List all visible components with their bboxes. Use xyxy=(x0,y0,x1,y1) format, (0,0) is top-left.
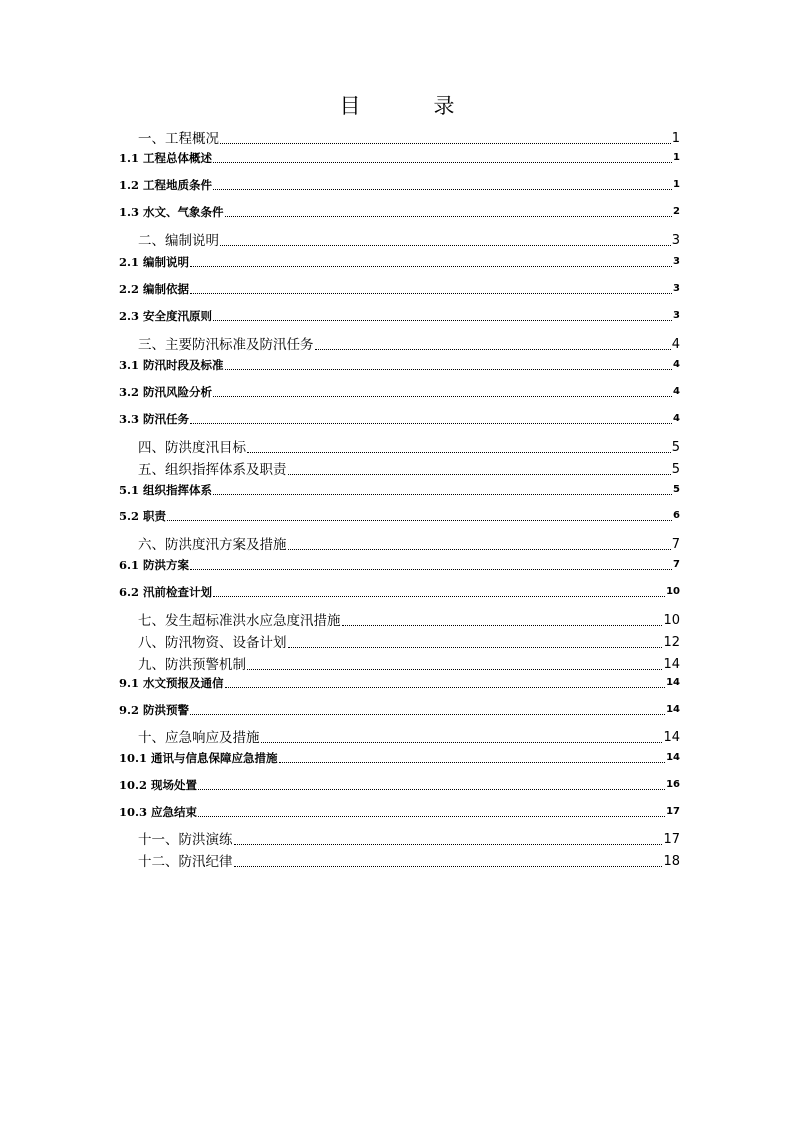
toc-entry-label: 一、工程概况 xyxy=(138,131,219,147)
toc-entry-label: 3.3 防汛任务 xyxy=(119,412,190,426)
toc-entry[interactable] xyxy=(119,177,680,193)
toc-entry[interactable] xyxy=(119,357,680,373)
toc-entry-label: 四、防洪度汛目标 xyxy=(138,440,246,456)
toc-dot-leader xyxy=(198,788,665,790)
toc-entry-label: 十一、防洪演练 xyxy=(138,832,233,848)
toc-entry[interactable] xyxy=(119,535,680,553)
toc-dot-leader xyxy=(213,493,672,495)
toc-entry-label: 9.1 水文预报及通信 xyxy=(119,676,224,690)
toc-dot-leader xyxy=(190,265,672,267)
toc-entry-label: 10.3 应急结束 xyxy=(119,805,198,819)
toc-entry-label: 5.1 组织指挥体系 xyxy=(119,483,213,497)
toc-entry-label: 七、发生超标准洪水应急度汛措施 xyxy=(138,613,341,629)
toc-dot-leader xyxy=(213,319,672,321)
toc-dot-leader xyxy=(315,348,671,350)
toc-entry[interactable] xyxy=(119,438,680,456)
toc-dot-leader xyxy=(213,161,672,163)
toc-title: 目 录 xyxy=(339,94,481,118)
toc-dot-leader xyxy=(342,624,663,626)
toc-dot-leader xyxy=(167,519,672,521)
toc-entry-label: 10.1 通讯与信息保障应急措施 xyxy=(119,751,278,765)
toc-dot-leader xyxy=(234,843,663,845)
toc-dot-leader xyxy=(288,646,663,648)
toc-dot-leader xyxy=(213,188,672,190)
toc-dot-leader xyxy=(198,815,665,817)
toc-entry-page-number: 14 xyxy=(666,677,680,688)
toc-dot-leader xyxy=(190,568,672,570)
toc-entry[interactable] xyxy=(119,460,680,478)
toc-dot-leader xyxy=(247,451,671,453)
toc-entry-label: 6.1 防洪方案 xyxy=(119,558,190,572)
toc-entry[interactable] xyxy=(119,702,680,718)
toc-entry-page-number: 4 xyxy=(673,386,680,397)
toc-dot-leader xyxy=(261,741,663,743)
toc-entry[interactable] xyxy=(119,830,680,848)
toc-entry-label: 2.2 编制依据 xyxy=(119,282,190,296)
toc-entry-page-number: 1 xyxy=(671,131,680,146)
toc-dot-leader xyxy=(247,668,662,670)
toc-dot-leader xyxy=(279,761,666,763)
toc-entry[interactable] xyxy=(119,254,680,270)
toc-dot-leader xyxy=(220,244,671,246)
toc-entry-label: 1.3 水文、气象条件 xyxy=(119,205,224,219)
toc-entry[interactable] xyxy=(119,150,680,166)
toc-entry[interactable] xyxy=(119,584,680,600)
toc-entry-page-number: 18 xyxy=(663,854,680,869)
toc-dot-leader xyxy=(220,142,671,144)
toc-entry-page-number: 17 xyxy=(666,806,680,817)
toc-entry-label: 八、防汛物资、设备计划 xyxy=(138,635,287,651)
toc-dot-leader xyxy=(288,548,671,550)
toc-entry-label: 6.2 汛前检查计划 xyxy=(119,585,213,599)
toc-entry[interactable] xyxy=(119,557,680,573)
toc-entry[interactable] xyxy=(119,611,680,629)
toc-entry[interactable] xyxy=(119,231,680,249)
toc-entry-page-number: 5 xyxy=(671,462,680,477)
toc-entry-label: 2.1 编制说明 xyxy=(119,255,190,269)
toc-entry[interactable] xyxy=(119,750,680,766)
toc-entry-label: 十二、防汛纪律 xyxy=(138,854,233,870)
toc-dot-leader xyxy=(225,686,666,688)
toc-entry-label: 三、主要防汛标准及防汛任务 xyxy=(138,337,314,353)
toc-entry-label: 9.2 防洪预警 xyxy=(119,703,190,717)
toc-entry[interactable] xyxy=(119,655,680,673)
toc-entry[interactable] xyxy=(119,411,680,427)
toc-entry[interactable] xyxy=(119,482,680,498)
toc-dot-leader xyxy=(288,473,671,475)
toc-entry[interactable] xyxy=(119,804,680,820)
toc-entry[interactable] xyxy=(119,728,680,746)
toc-dot-leader xyxy=(213,395,672,397)
toc-entry[interactable] xyxy=(119,852,680,870)
toc-dot-leader xyxy=(190,713,665,715)
toc-entry-page-number: 1 xyxy=(673,152,680,163)
toc-dot-leader xyxy=(225,215,673,217)
toc-entry-page-number: 2 xyxy=(673,206,680,217)
toc-entry-label: 3.1 防汛时段及标准 xyxy=(119,358,224,372)
toc-entry-page-number: 4 xyxy=(673,413,680,424)
toc-entry-label: 六、防洪度汛方案及措施 xyxy=(138,537,287,553)
toc-entry-page-number: 16 xyxy=(666,779,680,790)
toc-entry[interactable] xyxy=(119,633,680,651)
toc-entry-label: 1.1 工程总体概述 xyxy=(119,151,213,165)
toc-entry-page-number: 12 xyxy=(663,635,680,650)
toc-entry-page-number: 10 xyxy=(666,586,680,597)
toc-dot-leader xyxy=(213,595,665,597)
toc-entry-page-number: 4 xyxy=(673,359,680,370)
toc-entry[interactable] xyxy=(119,129,680,147)
toc-entry[interactable] xyxy=(119,308,680,324)
toc-entry-label: 2.3 安全度汛原则 xyxy=(119,309,213,323)
toc-entry-label: 1.2 工程地质条件 xyxy=(119,178,213,192)
toc-entry-label: 五、组织指挥体系及职责 xyxy=(138,462,287,478)
toc-entry-page-number: 14 xyxy=(663,730,680,745)
toc-entry-page-number: 4 xyxy=(671,337,680,352)
toc-entry-page-number: 5 xyxy=(673,484,680,495)
toc-entry-page-number: 14 xyxy=(663,657,680,672)
toc-entry-page-number: 17 xyxy=(663,832,680,847)
toc-entry-label: 5.2 职责 xyxy=(119,509,167,523)
toc-entry[interactable] xyxy=(119,335,680,353)
toc-dot-leader xyxy=(190,292,672,294)
toc-dot-leader xyxy=(234,865,663,867)
toc-entry-page-number: 1 xyxy=(673,179,680,190)
toc-entry-page-number: 3 xyxy=(671,233,680,248)
toc-entry-page-number: 3 xyxy=(673,310,680,321)
toc-entry-page-number: 7 xyxy=(673,559,680,570)
toc-entry-label: 十、应急响应及措施 xyxy=(138,730,260,746)
toc-entry[interactable] xyxy=(119,204,680,220)
toc-entry[interactable] xyxy=(119,675,680,691)
toc-entry-label: 10.2 现场处置 xyxy=(119,778,198,792)
toc-entry-label: 3.2 防汛风险分析 xyxy=(119,385,213,399)
toc-entry[interactable] xyxy=(119,777,680,793)
toc-dot-leader xyxy=(225,368,673,370)
toc-entry-page-number: 5 xyxy=(671,440,680,455)
toc-entry-page-number: 14 xyxy=(666,752,680,763)
toc-entry[interactable] xyxy=(119,384,680,400)
toc-entry-page-number: 6 xyxy=(673,510,680,521)
toc-entry-page-number: 3 xyxy=(673,256,680,267)
toc-entry[interactable] xyxy=(119,508,680,524)
toc-entry-label: 九、防洪预警机制 xyxy=(138,657,246,673)
toc-entry-label: 二、编制说明 xyxy=(138,233,219,249)
toc-entry-page-number: 10 xyxy=(663,613,680,628)
toc-entry-page-number: 3 xyxy=(673,283,680,294)
toc-dot-leader xyxy=(190,422,672,424)
toc-entry[interactable] xyxy=(119,281,680,297)
toc-entry-page-number: 14 xyxy=(666,704,680,715)
toc-entry-page-number: 7 xyxy=(671,537,680,552)
